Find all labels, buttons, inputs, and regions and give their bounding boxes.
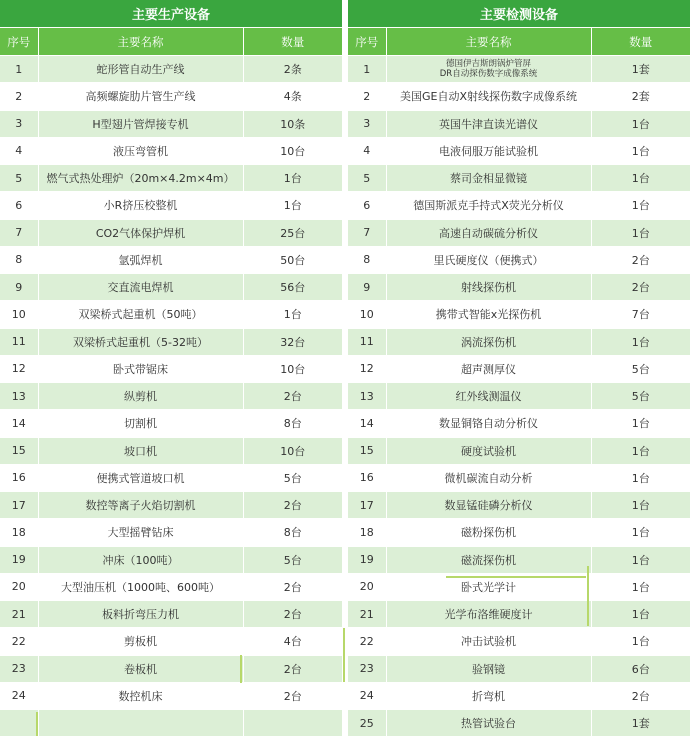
row-quantity: 1台 (591, 110, 690, 137)
row-quantity: 1台 (591, 573, 690, 600)
table-row (348, 601, 690, 628)
row-index: 6 (348, 192, 386, 219)
row-equipment-name: 液压弯管机 (38, 137, 243, 164)
row-quantity: 25台 (243, 219, 342, 246)
row-index: 10 (0, 301, 38, 328)
row-index: 17 (0, 492, 38, 519)
row-index: 14 (348, 410, 386, 437)
row-quantity: 1台 (591, 437, 690, 464)
row-index: 3 (0, 110, 38, 137)
row-index: 1 (0, 56, 38, 83)
table-row (0, 710, 342, 737)
table-row (0, 165, 342, 192)
row-index: 4 (348, 137, 386, 164)
header-name: 主要名称 (38, 28, 243, 56)
row-index: 14 (0, 410, 38, 437)
row-equipment-name: 冲击试验机 (386, 628, 591, 655)
row-quantity: 1台 (591, 192, 690, 219)
row-quantity: 56台 (243, 274, 342, 301)
table-row (348, 519, 690, 546)
table-row (0, 492, 342, 519)
table-header-row (348, 28, 690, 56)
table-row (348, 110, 690, 137)
row-index: 11 (0, 328, 38, 355)
row-index: 23 (348, 655, 386, 682)
row-index: 4 (0, 137, 38, 164)
table-row (0, 573, 342, 600)
table-row (348, 546, 690, 573)
row-index: 1 (348, 56, 386, 83)
row-index: 23 (0, 655, 38, 682)
row-index: 9 (348, 274, 386, 301)
row-index: 12 (0, 355, 38, 382)
row-index: 9 (0, 274, 38, 301)
row-equipment-name: 超声测厚仪 (386, 355, 591, 382)
row-equipment-name: 氩弧焊机 (38, 246, 243, 273)
table-row (348, 464, 690, 491)
row-quantity: 2台 (243, 682, 342, 709)
row-index: 15 (348, 437, 386, 464)
table-row (0, 83, 342, 110)
table-row (0, 192, 342, 219)
row-equipment-name: 折弯机 (386, 682, 591, 709)
row-index: 13 (0, 383, 38, 410)
row-equipment-name: 美国GE自动X射线探伤数字成像系统 (386, 83, 591, 110)
table-row (0, 246, 342, 273)
row-equipment-name: 冲床（100吨） (38, 546, 243, 573)
row-equipment-name: 高频螺旋肋片管生产线 (38, 83, 243, 110)
row-quantity: 5台 (243, 464, 342, 491)
row-index: 6 (0, 192, 38, 219)
row-index: 16 (348, 464, 386, 491)
table-row (348, 56, 690, 83)
row-equipment-name: 磁流探伤机 (386, 546, 591, 573)
row-index: 8 (0, 246, 38, 273)
table-row (348, 192, 690, 219)
row-equipment-name: 涡流探伤机 (386, 328, 591, 355)
row-index: 21 (0, 601, 38, 628)
row-index: 8 (348, 246, 386, 273)
row-quantity: 1台 (591, 328, 690, 355)
inspection-equipment-panel (348, 0, 690, 737)
row-index: 11 (348, 328, 386, 355)
row-quantity: 1套 (591, 710, 690, 737)
row-equipment-name: 蛇形管自动生产线 (38, 56, 243, 83)
row-equipment-name: 数显锰硅磷分析仪 (386, 492, 591, 519)
table-row (348, 710, 690, 737)
row-equipment-name: 双梁桥式起重机（50吨） (38, 301, 243, 328)
table-row (348, 165, 690, 192)
row-quantity: 1台 (243, 165, 342, 192)
table-row (0, 383, 342, 410)
header-quantity: 数量 (591, 28, 690, 56)
table-row (0, 110, 342, 137)
row-equipment-name: 坡口机 (38, 437, 243, 464)
decorative-mark (36, 712, 38, 736)
inspection-equipment-title: 主要检测设备 (348, 0, 690, 28)
table-row (348, 83, 690, 110)
row-equipment-name: 验钢镜 (386, 655, 591, 682)
row-equipment-name: 燃气式热处理炉（20m×4.2m×4m） (38, 165, 243, 192)
row-equipment-name: 大型油压机（1000吨、600吨） (38, 573, 243, 600)
row-quantity: 7台 (591, 301, 690, 328)
row-index: 13 (348, 383, 386, 410)
table-row (348, 137, 690, 164)
row-index: 20 (348, 573, 386, 600)
table-row (348, 655, 690, 682)
row-quantity: 2套 (591, 83, 690, 110)
row-equipment-name: 电液伺服万能试验机 (386, 137, 591, 164)
table-row (0, 301, 342, 328)
row-quantity: 5台 (591, 383, 690, 410)
row-equipment-name: 纵剪机 (38, 383, 243, 410)
row-index: 3 (348, 110, 386, 137)
table-row (0, 682, 342, 709)
row-quantity: 50台 (243, 246, 342, 273)
row-equipment-name: 硬度试验机 (386, 437, 591, 464)
row-equipment-name: 交直流电焊机 (38, 274, 243, 301)
table-row (348, 328, 690, 355)
header-quantity: 数量 (243, 28, 342, 56)
table-row (0, 464, 342, 491)
header-name: 主要名称 (386, 28, 591, 56)
row-index: 19 (348, 546, 386, 573)
row-index: 5 (348, 165, 386, 192)
row-index: 7 (348, 219, 386, 246)
table-row (0, 137, 342, 164)
row-index: 21 (348, 601, 386, 628)
row-quantity: 1台 (591, 137, 690, 164)
row-equipment-name: 卧式带锯床 (38, 355, 243, 382)
row-quantity: 2条 (243, 56, 342, 83)
row-quantity: 6台 (591, 655, 690, 682)
row-index: 24 (0, 682, 38, 709)
row-equipment-name: 射线探伤机 (386, 274, 591, 301)
row-equipment-name: 热管试验台 (386, 710, 591, 737)
table-row (348, 492, 690, 519)
row-quantity: 1台 (591, 219, 690, 246)
row-quantity: 1台 (591, 546, 690, 573)
table-row (0, 355, 342, 382)
row-index: 25 (348, 710, 386, 737)
row-equipment-name: 大型摇臂钻床 (38, 519, 243, 546)
row-quantity: 1台 (591, 410, 690, 437)
row-index: 18 (348, 519, 386, 546)
row-equipment-name: 里氏硬度仪（便携式） (386, 246, 591, 273)
row-quantity: 2台 (243, 383, 342, 410)
row-index: 22 (348, 628, 386, 655)
decorative-mark (240, 655, 242, 683)
row-quantity: 10条 (243, 110, 342, 137)
row-quantity: 1台 (591, 492, 690, 519)
row-quantity: 2台 (243, 573, 342, 600)
row-equipment-name: 磁粉探伤机 (386, 519, 591, 546)
row-equipment-name: 光学布洛维硬度计 (386, 601, 591, 628)
row-quantity: 32台 (243, 328, 342, 355)
table-row (0, 655, 342, 682)
table-row (0, 628, 342, 655)
row-index: 10 (348, 301, 386, 328)
row-quantity: 5台 (591, 355, 690, 382)
table-row (348, 383, 690, 410)
row-equipment-name: 蔡司金相显微镜 (386, 165, 591, 192)
row-equipment-name: 携带式智能x光探伤机 (386, 301, 591, 328)
table-row (348, 219, 690, 246)
row-quantity: 8台 (243, 519, 342, 546)
row-index: 16 (0, 464, 38, 491)
row-quantity: 10台 (243, 355, 342, 382)
row-equipment-name: 高速自动碳硫分析仪 (386, 219, 591, 246)
row-quantity: 2台 (591, 682, 690, 709)
table-row (348, 246, 690, 273)
row-index: 22 (0, 628, 38, 655)
row-quantity: 10台 (243, 137, 342, 164)
production-equipment-table (0, 28, 342, 737)
row-quantity: 1台 (591, 628, 690, 655)
row-equipment-name: 微机碳流自动分析 (386, 464, 591, 491)
table-row (348, 355, 690, 382)
row-equipment-name: 便携式管道坡口机 (38, 464, 243, 491)
row-equipment-name: 英国牛津直读光谱仪 (386, 110, 591, 137)
row-index: 7 (0, 219, 38, 246)
row-index: 12 (348, 355, 386, 382)
row-equipment-name: CO2气体保护焊机 (38, 219, 243, 246)
table-row (0, 546, 342, 573)
table-row (348, 682, 690, 709)
row-equipment-name: 卧式光学计 (386, 573, 591, 600)
row-quantity: 1台 (591, 601, 690, 628)
row-quantity: 10台 (243, 437, 342, 464)
row-index: 15 (0, 437, 38, 464)
table-row (0, 519, 342, 546)
table-row (348, 410, 690, 437)
row-equipment-name: 剪板机 (38, 628, 243, 655)
row-quantity: 2台 (243, 492, 342, 519)
table-row (0, 601, 342, 628)
table-row (0, 410, 342, 437)
table-header-row (0, 28, 342, 56)
row-quantity: 2台 (243, 601, 342, 628)
row-index: 2 (348, 83, 386, 110)
row-quantity: 2台 (243, 655, 342, 682)
row-equipment-name: 德国伊吉斯朗锅炉管屏 DR自动探伤数字成像系统 (386, 56, 591, 83)
production-equipment-title: 主要生产设备 (0, 0, 342, 28)
table-row (0, 219, 342, 246)
table-row (0, 274, 342, 301)
row-quantity: 1台 (591, 165, 690, 192)
row-equipment-name (38, 710, 243, 737)
row-equipment-name: 切割机 (38, 410, 243, 437)
row-quantity: 4条 (243, 83, 342, 110)
table-row (348, 301, 690, 328)
row-quantity (243, 710, 342, 737)
table-row (348, 628, 690, 655)
table-row (348, 437, 690, 464)
row-index: 2 (0, 83, 38, 110)
row-index: 20 (0, 573, 38, 600)
header-index: 序号 (0, 28, 38, 56)
row-quantity: 4台 (243, 628, 342, 655)
row-quantity: 1套 (591, 56, 690, 83)
row-index: 24 (348, 682, 386, 709)
row-index: 17 (348, 492, 386, 519)
row-index: 19 (0, 546, 38, 573)
row-equipment-name: 德国斯派克手持式X荧光分析仪 (386, 192, 591, 219)
row-quantity: 1台 (243, 301, 342, 328)
table-row (0, 437, 342, 464)
row-equipment-name: H型翅片管焊接专机 (38, 110, 243, 137)
production-equipment-panel (0, 0, 342, 737)
header-index: 序号 (348, 28, 386, 56)
decorative-mark (587, 566, 589, 626)
row-quantity: 1台 (591, 464, 690, 491)
table-row (0, 56, 342, 83)
row-quantity: 1台 (243, 192, 342, 219)
row-quantity: 5台 (243, 546, 342, 573)
row-equipment-name: 板料折弯压力机 (38, 601, 243, 628)
row-equipment-name: 红外线测温仪 (386, 383, 591, 410)
row-index (0, 710, 38, 737)
decorative-mark (343, 628, 345, 682)
decorative-mark (446, 576, 586, 578)
table-row (0, 328, 342, 355)
row-equipment-name: 数控等离子火焰切割机 (38, 492, 243, 519)
table-row (348, 274, 690, 301)
row-index: 5 (0, 165, 38, 192)
row-equipment-name: 小R挤压校整机 (38, 192, 243, 219)
row-quantity: 1台 (591, 519, 690, 546)
row-quantity: 2台 (591, 246, 690, 273)
row-equipment-name: 卷板机 (38, 655, 243, 682)
row-equipment-name: 数显铜铬自动分析仪 (386, 410, 591, 437)
row-equipment-name: 数控机床 (38, 682, 243, 709)
row-index: 18 (0, 519, 38, 546)
row-quantity: 8台 (243, 410, 342, 437)
row-equipment-name: 双梁桥式起重机（5-32吨） (38, 328, 243, 355)
row-quantity: 2台 (591, 274, 690, 301)
inspection-equipment-table (348, 28, 690, 737)
